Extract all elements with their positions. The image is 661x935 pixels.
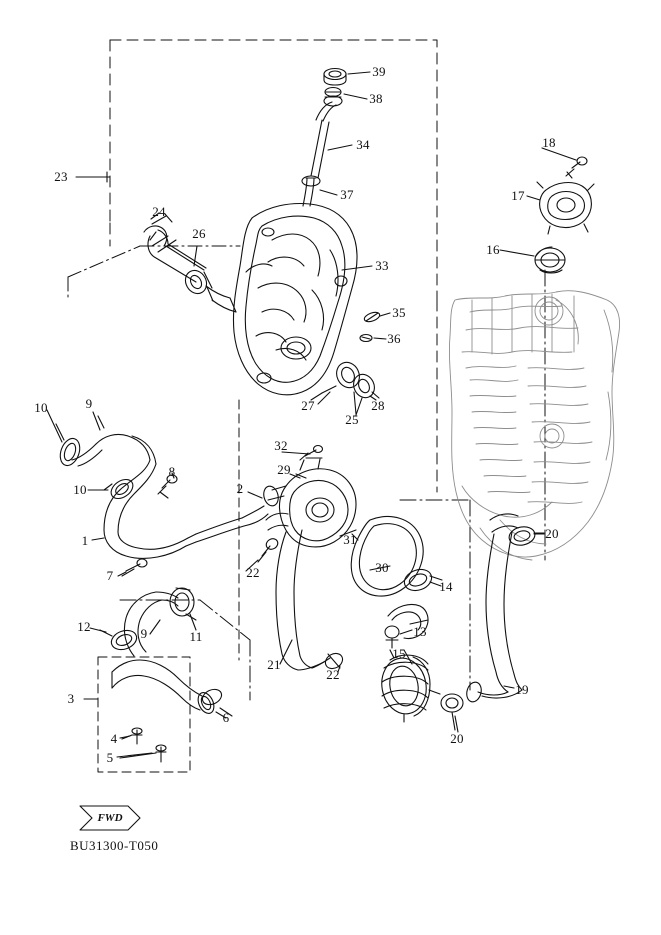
callout-number: 25 [345,412,359,427]
callout-number: 7 [106,568,114,583]
callout-number: 34 [356,137,370,152]
callout-number: 10 [73,482,87,497]
callout-number: 9 [140,626,148,641]
callout-number: 15 [392,646,406,661]
callout-number: 16 [486,242,500,257]
callout-number: 2 [236,481,244,496]
callout-number: 38 [369,91,383,106]
callout-number: 5 [106,750,114,765]
callout-number: 17 [511,188,525,203]
callout-number: 31 [343,532,357,547]
callout-number: 4 [110,731,118,746]
callout-number: 13 [413,624,427,639]
callout-number: 33 [375,258,389,273]
callout-number: 1 [81,533,89,548]
callout-number: 28 [371,398,385,413]
callout-number: 14 [439,579,453,594]
callout-number: 20 [450,731,464,746]
callout-number: 11 [189,629,203,644]
callout-number: 3 [67,691,75,706]
callout-number: 9 [85,396,93,411]
callout-number: 22 [246,565,260,580]
callout-number: 26 [192,226,206,241]
callout-number: 23 [54,169,68,184]
figure-part-code: BU31300-T050 [70,838,159,853]
callout-number: 32 [274,438,288,453]
callout-number: 21 [267,657,281,672]
callout-number: 35 [392,305,406,320]
fwd-arrow-label: FWD [97,812,123,824]
callout-number: 37 [340,187,354,202]
callout-number: 30 [375,560,389,575]
callout-number: 20 [545,526,559,541]
callout-number: 19 [515,682,529,697]
callout-number: 22 [326,667,340,682]
callout-number: 6 [222,710,230,725]
callout-number: 24 [152,204,166,219]
callout-number: 12 [77,619,91,634]
callout-number: 10 [34,400,48,415]
callout-number: 29 [277,462,291,477]
callout-number: 36 [387,331,401,346]
callout-number: 18 [542,135,556,150]
callout-number: 39 [372,64,386,79]
callout-number: 27 [301,398,315,413]
callout-number: 8 [168,464,176,479]
